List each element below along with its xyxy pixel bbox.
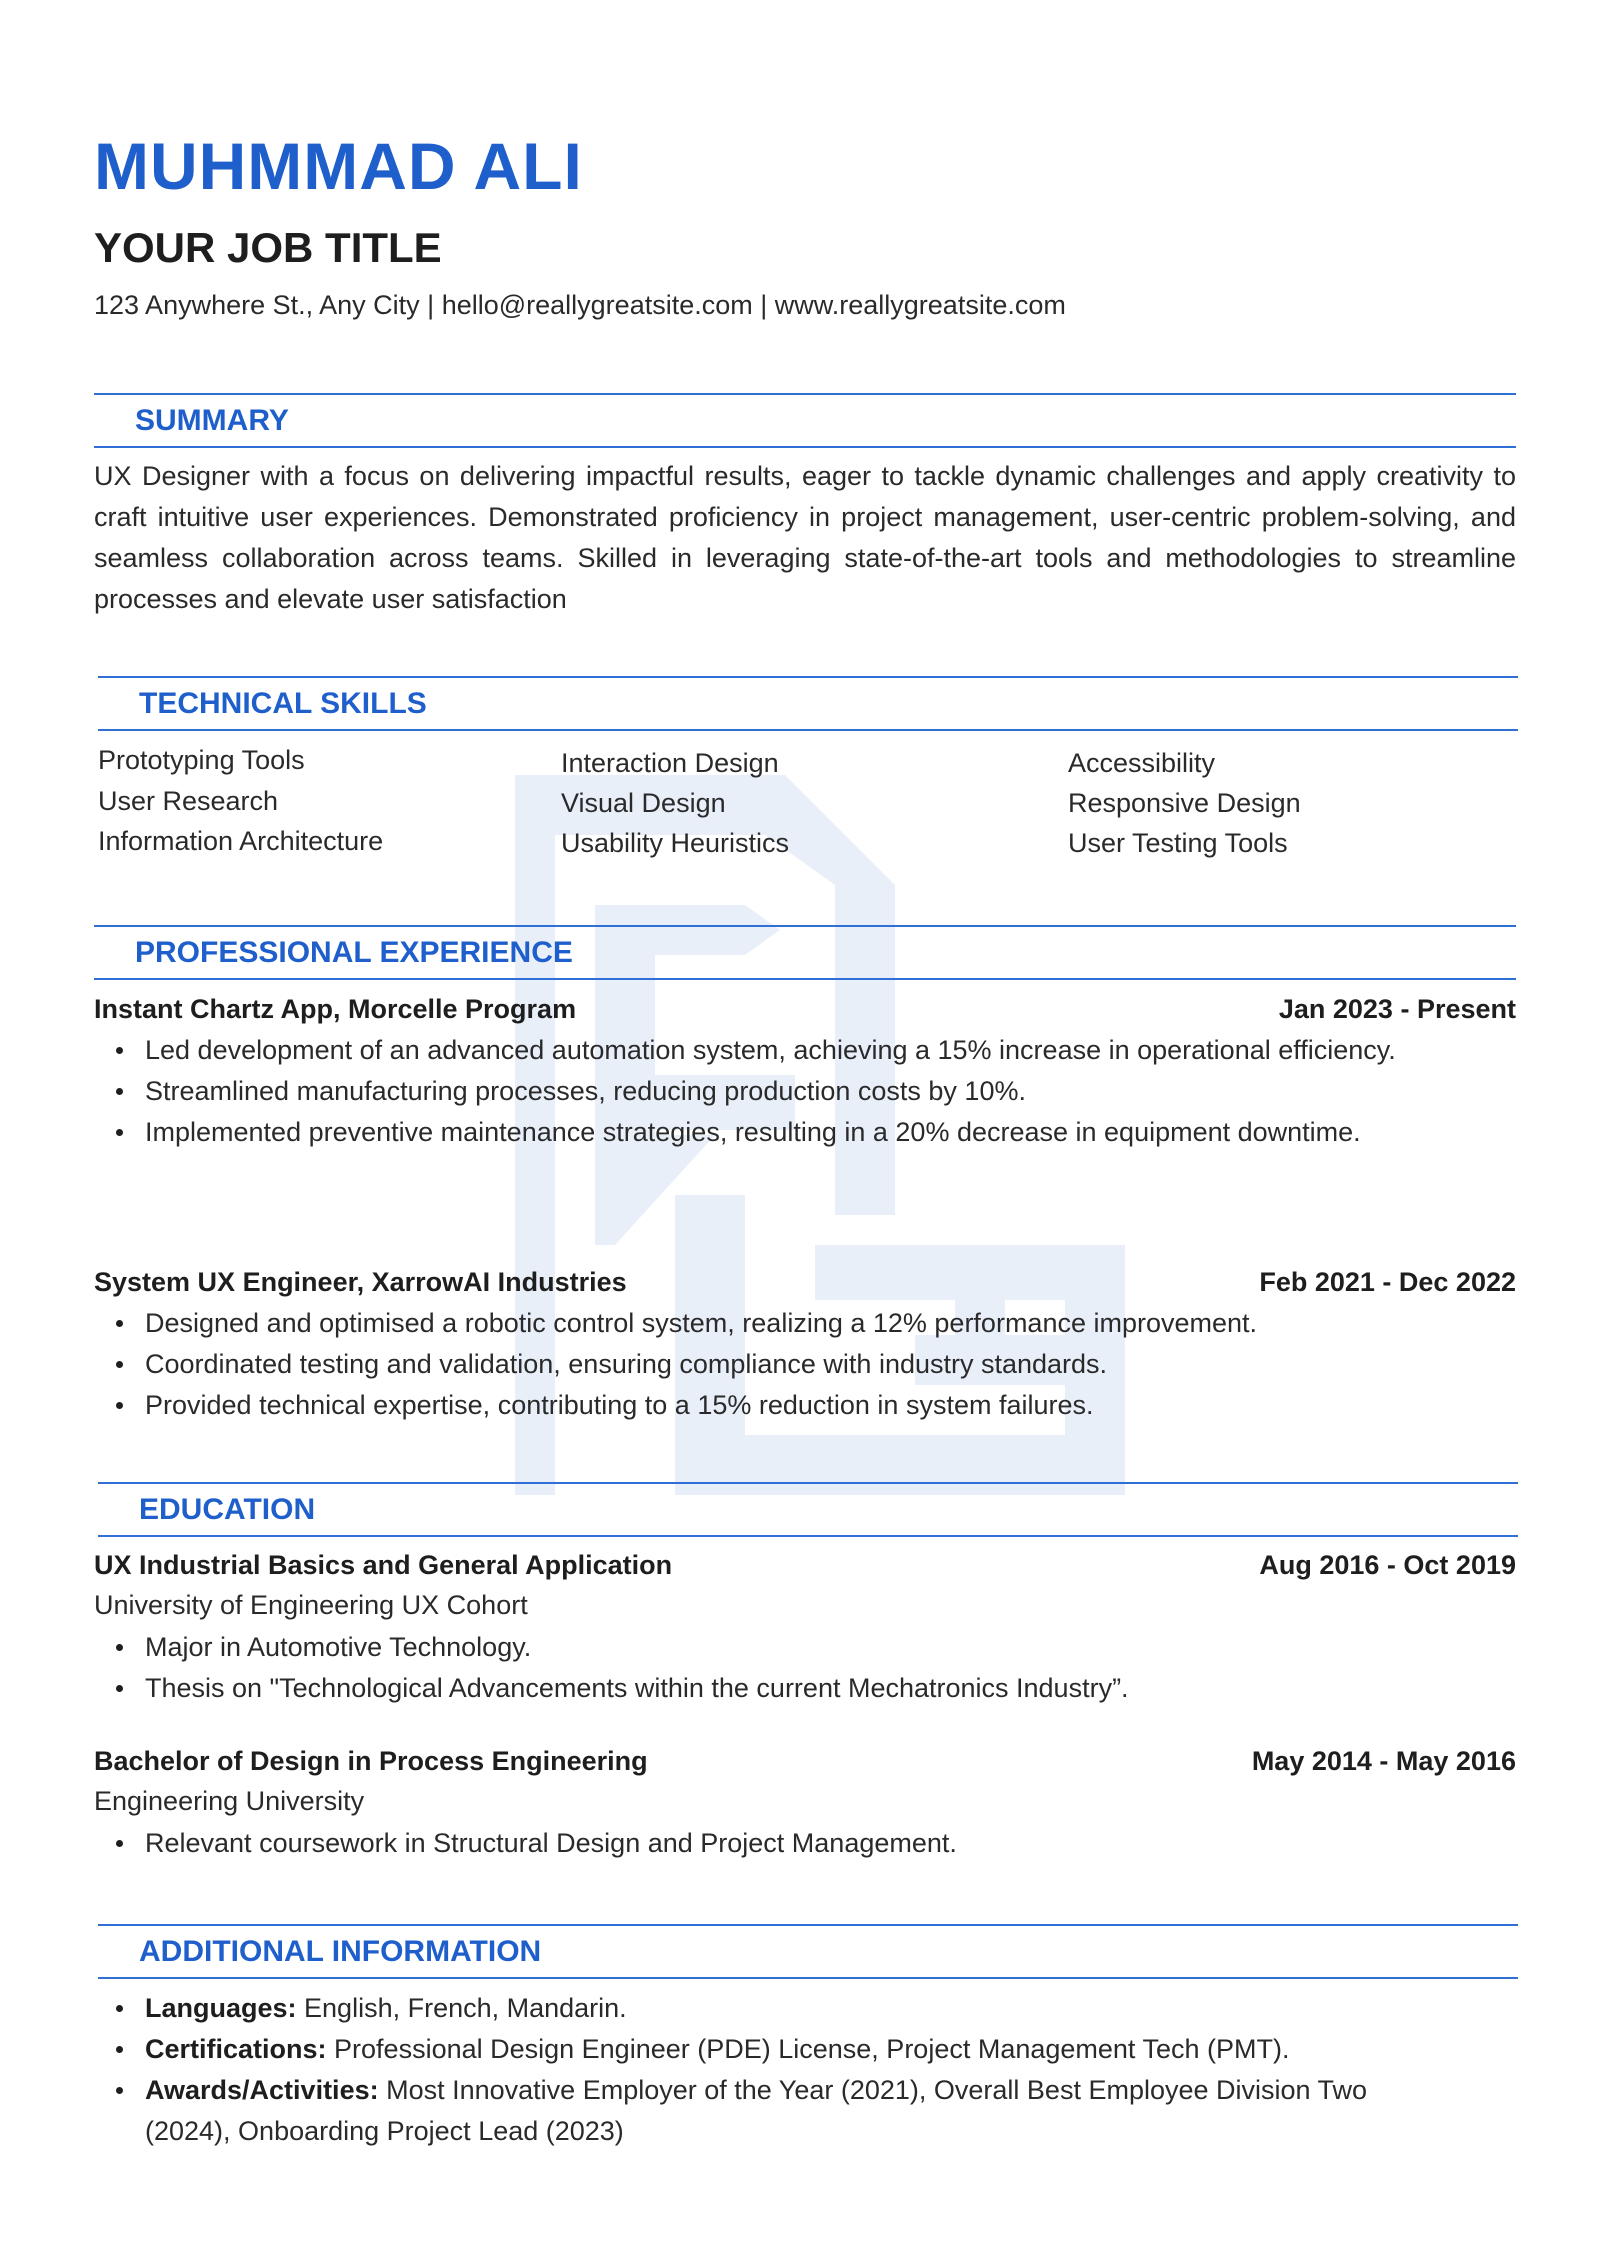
contact-line: 123 Anywhere St., Any City | hello@reallygreatsite.com | www.reallygreatsite.com	[94, 290, 1066, 320]
education-header	[94, 1746, 1516, 1777]
candidate-name: MUHMMAD ALI	[94, 129, 583, 203]
skill-item: Prototyping Tools	[98, 745, 305, 775]
skill-item: User Research	[98, 786, 279, 816]
list-item	[94, 1988, 1424, 2029]
list-item	[94, 2070, 1424, 2152]
additional-bottom-rule	[98, 1977, 1518, 1979]
job-dates: Feb 2021 - Dec 2022	[1259, 1267, 1516, 1297]
skill-item: Information Architecture	[98, 826, 384, 856]
skill-item: Accessibility	[1068, 748, 1216, 778]
skill-item: User Testing Tools	[1068, 828, 1288, 858]
skill-item: Usability Heuristics	[561, 828, 790, 858]
job-bullets	[94, 1030, 1424, 1153]
list-item: Implemented preventive maintenance strategies, resulting in a 20% decrease in equipment downtime.	[94, 1112, 1424, 1153]
list-item: Provided technical expertise, contributing to a 15% reduction in system failures.	[94, 1385, 1424, 1426]
job-title-company: System UX Engineer, XarrowAI Industries	[94, 1267, 627, 1297]
education-heading: EDUCATION	[139, 1493, 316, 1526]
school-name: Engineering University	[94, 1786, 365, 1816]
additional-heading: ADDITIONAL INFORMATION	[139, 1935, 542, 1968]
education-bottom-rule	[98, 1535, 1518, 1537]
item-label: Awards/Activities:	[145, 2075, 379, 2105]
job-bullets	[94, 1303, 1424, 1426]
list-item: Streamlined manufacturing processes, reducing production costs by 10%.	[94, 1071, 1424, 1112]
summary-bottom-rule	[94, 446, 1516, 448]
education-bullets	[94, 1627, 1424, 1709]
item-text: English, French, Mandarin.	[296, 1993, 627, 2023]
job-title: YOUR JOB TITLE	[94, 224, 442, 271]
job-header	[94, 1267, 1516, 1298]
experience-heading: PROFESSIONAL EXPERIENCE	[135, 936, 573, 969]
school-name: University of Engineering UX Cohort	[94, 1590, 528, 1620]
education-top-rule	[98, 1482, 1518, 1484]
degree-title: Bachelor of Design in Process Engineering	[94, 1746, 648, 1776]
additional-list	[94, 1988, 1424, 2152]
skills-top-rule	[98, 676, 1518, 678]
list-item	[94, 2029, 1424, 2070]
skills-bottom-rule	[98, 729, 1518, 731]
job-header	[94, 994, 1516, 1025]
experience-top-rule	[94, 925, 1516, 927]
summary-heading: SUMMARY	[135, 404, 289, 437]
summary-text: UX Designer with a focus on delivering impactful results, eager to tackle dynamic challenges and apply creativity to craft intuitive user experiences. Demonstrated proficiency in project management, user-centric problem-solving, and seamless collaboration across teams. Skilled in leveraging state-of-the-art tools and methodologies to streamline processes and elevate user satisfaction	[94, 461, 1516, 614]
list-item: Coordinated testing and validation, ensuring compliance with industry standards.	[94, 1344, 1424, 1385]
education-header	[94, 1550, 1516, 1581]
item-label: Languages:	[145, 1993, 297, 2023]
skills-heading: TECHNICAL SKILLS	[139, 687, 427, 720]
item-text: Most Innovative Employer of the Year (2021), Overall Best Employee Division Two (2024), Onboarding Project Lead (2023)	[145, 2075, 1368, 2146]
education-dates: Aug 2016 - Oct 2019	[1259, 1550, 1516, 1580]
experience-bottom-rule	[94, 978, 1516, 980]
skill-item: Responsive Design	[1068, 788, 1301, 818]
job-dates: Jan 2023 - Present	[1278, 994, 1516, 1024]
skill-item: Interaction Design	[561, 748, 779, 778]
list-item: Led development of an advanced automation system, achieving a 15% increase in operational efficiency.	[94, 1030, 1424, 1071]
list-item: Relevant coursework in Structural Design and Project Management.	[94, 1823, 1424, 1864]
list-item: Major in Automotive Technology.	[94, 1627, 1424, 1668]
job-title-company: Instant Chartz App, Morcelle Program	[94, 994, 577, 1024]
list-item: Thesis on "Technological Advancements within the current Mechatronics Industry”.	[94, 1668, 1424, 1709]
degree-title: UX Industrial Basics and General Application	[94, 1550, 673, 1580]
education-bullets	[94, 1823, 1424, 1864]
summary-top-rule	[94, 393, 1516, 395]
skill-item: Visual Design	[561, 788, 726, 818]
additional-top-rule	[98, 1924, 1518, 1926]
item-label: Certifications:	[145, 2034, 327, 2064]
education-dates: May 2014 - May 2016	[1251, 1746, 1516, 1776]
list-item: Designed and optimised a robotic control system, realizing a 12% performance improvement.	[94, 1303, 1424, 1344]
item-text: Professional Design Engineer (PDE) License, Project Management Tech (PMT).	[326, 2034, 1290, 2064]
